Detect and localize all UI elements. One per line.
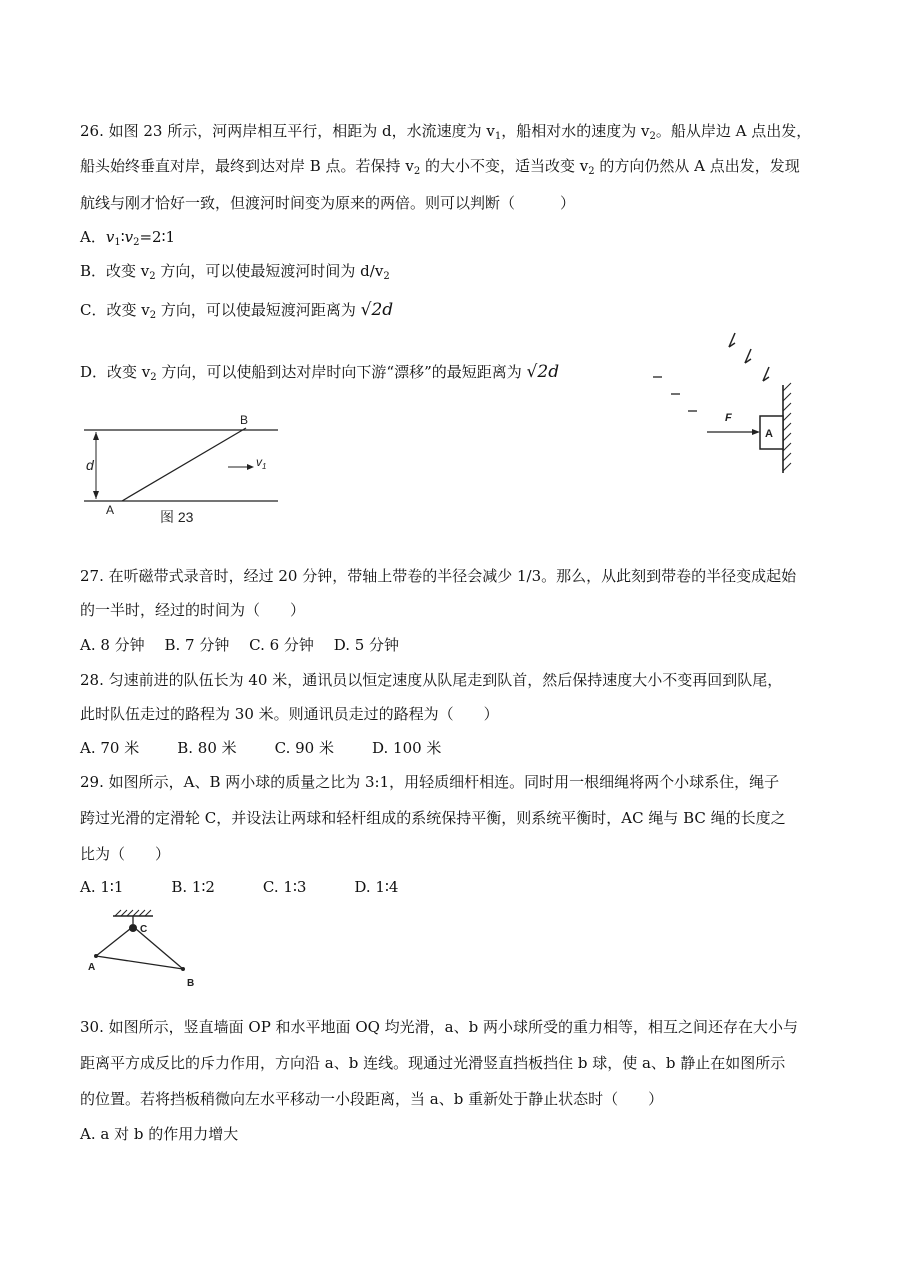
q27-option-d: D. 5 分钟: [333, 636, 400, 654]
q27-line-2: 的一半时，经过的时间为（ ）: [80, 601, 306, 619]
pulley-label-a: A: [88, 962, 96, 973]
q26-option-c: C．改变 $v_2$ 方向，可以使最短渡河距离为 √2d: [80, 300, 394, 321]
ball-a: [94, 954, 98, 958]
river-figure: [80, 410, 300, 530]
q30-line-3: 的位置。若将挡板稍微向左水平移动一小段距离，当 a、b 重新处于静止状态时（ ）: [80, 1090, 664, 1108]
pulley-label-b: B: [187, 978, 195, 989]
q28-option-c: C. 90 米: [274, 739, 334, 757]
q28-line-2: 此时队伍走过的路程为 30 米。则通讯员走过的路程为（ ）: [80, 705, 499, 723]
q28-option-a: A. 70 米: [80, 739, 140, 757]
q30-option-a: A. a 对 b 的作用力增大: [80, 1125, 239, 1143]
q29-option-d: D. 1∶4: [354, 878, 399, 896]
q26-option-d: D．改变 $v_2$ 方向，可以使船到达对岸时向下游“漂移”的最短距离为 √2d: [80, 362, 560, 383]
q28-line-1: 28. 匀速前进的队伍长为 40 米，通讯员以恒定速度从队尾走到队首，然后保持速度大小不变再回到队尾，: [80, 671, 783, 689]
q27-line-1: 27. 在听磁带式录音时，经过 20 分钟，带轴上带卷的半径会减少 1/3。那么，从此刻到带卷的半径变成起始: [80, 567, 797, 585]
q27-options: [80, 635, 399, 655]
q28-option-b: B. 80 米: [177, 739, 237, 757]
block-label-a: A: [765, 428, 773, 440]
q29-option-b: B. 1∶2: [171, 878, 215, 896]
q27-option-c: C. 6 分钟: [249, 636, 314, 654]
q26-line-3: 航线与刚才恰好一致，但渡河时间变为原来的两倍。则可以判断（ ）: [80, 194, 576, 212]
q29-options: [80, 877, 398, 897]
ball-b: [181, 967, 185, 971]
pulley-figure: [85, 908, 215, 993]
q27-option-b: B. 7 分钟: [164, 636, 230, 654]
force-label-f: F: [725, 412, 732, 424]
pulley-c: [129, 924, 137, 932]
q28-option-d: D. 100 米: [372, 739, 442, 757]
q26-option-a: A．$v_1∶v_2=2∶1$: [80, 228, 176, 248]
river-label-a: A: [106, 503, 115, 517]
river-label-d: d: [86, 457, 94, 473]
q30-line-1: 30. 如图所示，竖直墙面 OP 和水平地面 OQ 均光滑，a、b 两小球所受的重力相等，相互之间还存在大小与: [80, 1018, 798, 1036]
q26-option-b: B．改变 $v_2$ 方向，可以使最短渡河时间为 $d/v_2$: [80, 262, 390, 282]
q28-options: [80, 738, 441, 758]
river-label-v1: $v_1$: [256, 455, 267, 471]
q30-line-2: 距离平方成反比的斥力作用，方向沿 a、b 连线。现通过光滑竖直挡板挡住 b 球，使 a、b 静止在如图所示: [80, 1054, 786, 1072]
q29-line-1: 29. 如图所示，A、B 两小球的质量之比为 3:1，用轻质细杆相连。同时用一根细绳将两个小球系住，绳子: [80, 773, 780, 791]
figure-caption: 图 23: [160, 509, 194, 525]
q29-line-3: 比为（ ）: [80, 845, 171, 863]
q26-line-1: 26. 如图 23 所示，河两岸相互平行，相距为 d，水流速度为 $v_1$，船相对水的速度为 $v_2$。船从岸边 A 点出发，: [80, 122, 812, 142]
wall-block-figure: [645, 325, 805, 485]
q29-option-c: C. 1∶3: [262, 878, 307, 896]
river-label-b: B: [240, 413, 249, 427]
pulley-label-c: C: [140, 924, 148, 935]
q26-line-2: 船头始终垂直对岸，最终到达对岸 B 点。若保持 $v_2$ 的大小不变，适当改变 $v_2$ 的方向仍然从 A 点出发，发现: [80, 157, 800, 177]
q29-line-2: 跨过光滑的定滑轮 C，并设法让两球和轻杆组成的系统保持平衡，则系统平衡时，AC 绳与 BC 绳的长度之: [80, 809, 786, 827]
q27-option-a: A. 8 分钟: [80, 636, 145, 654]
q29-option-a: A. 1∶1: [80, 878, 124, 896]
